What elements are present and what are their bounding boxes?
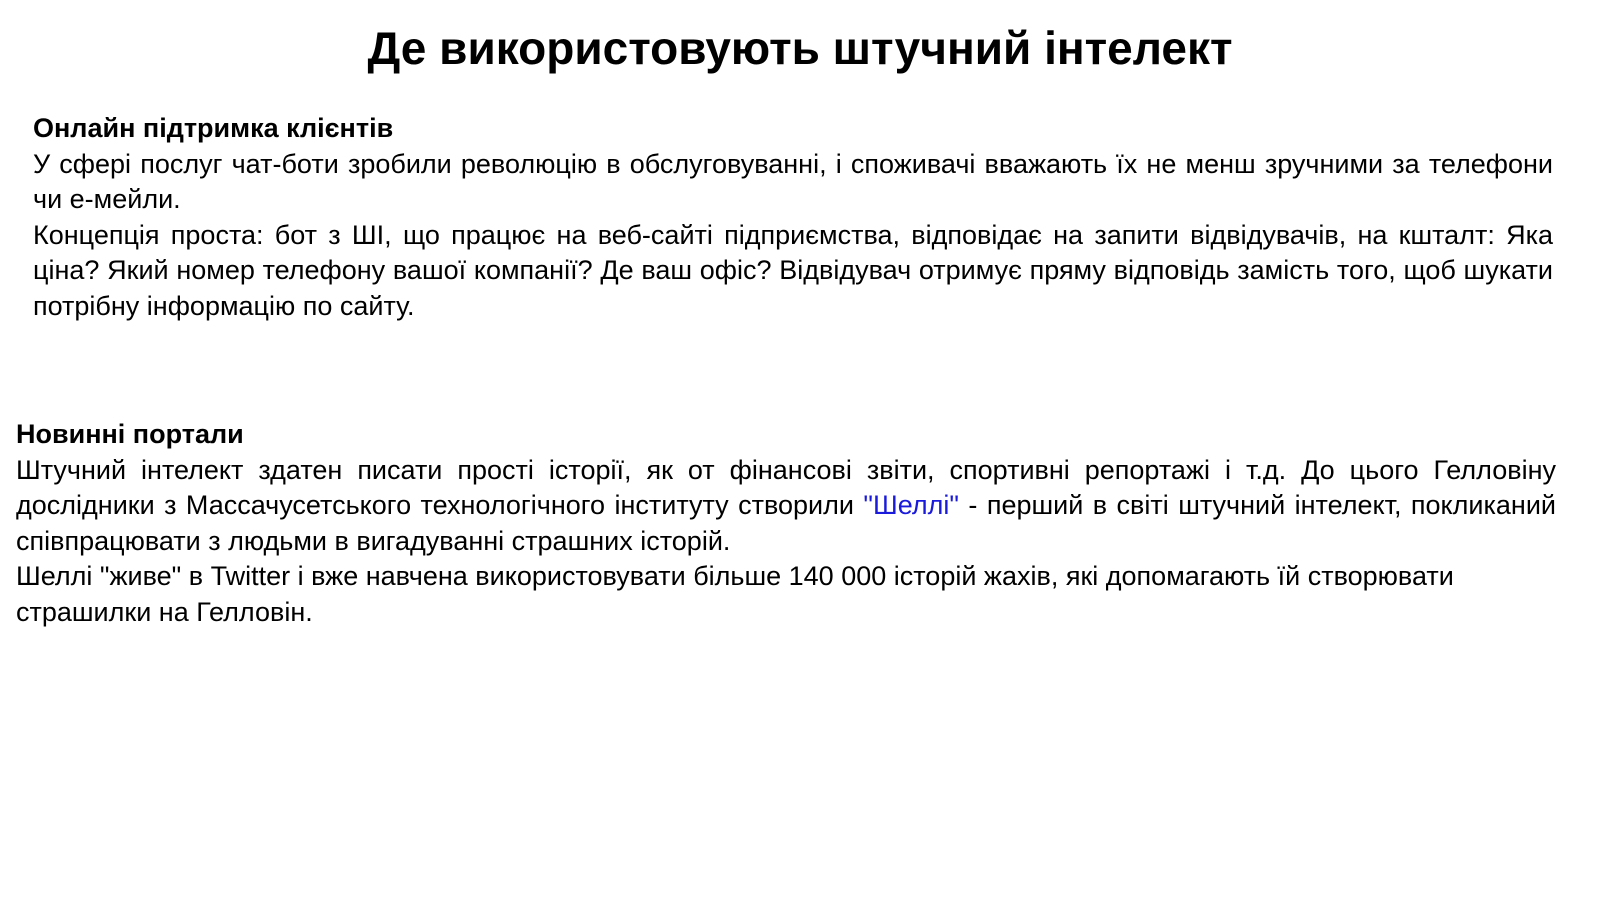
slide-title: Де використовують штучний інтелект <box>367 22 1233 74</box>
paragraph-ai-stories-text-before: Штучний інтелект здатен писати прості історії, як от фінансові звіти, спортивні репортажі і т.д. До цього Гелловіну дослідники з Массачусетського технологічного інституту створили <box>16 454 1556 520</box>
section-heading-news-portals: Новинні портали <box>16 419 244 449</box>
paragraph-ai-stories-text-after: - перший в світі штучний інтелект, покликаний співпрацювати з людьми в вигадуванні страшних історій. <box>16 490 1556 556</box>
paragraph-chatbots-concept: Концепція проста: бот з ШІ, що працює на веб-сайті підприємства, відповідає на запити відвідувачів, на кшталт: Яка ціна? Який номер телефону вашої компанії? Де ваш офіс? Відвідувач отримує пряму відповідь замість того, щоб шукати потрібну інформацію по сайту. <box>33 219 1553 321</box>
section-customer-support <box>33 111 1553 324</box>
paragraph-chatbots-intro: У сфері послуг чат-боти зробили революцію в обслуговуванні, і споживачі вважають їх не менш зручними за телефони чи е-мейли. <box>33 148 1553 214</box>
shelley-link[interactable]: "Шеллі" <box>863 490 959 520</box>
section-news-portals <box>16 417 1556 630</box>
section-heading-customer-support: Онлайн підтримка клієнтів <box>33 113 394 143</box>
paragraph-ai-stories <box>16 453 1556 560</box>
paragraph-shelley-twitter: Шеллі "живе" в Twitter і вже навчена використовувати більше 140 000 історій жахів, які допомагають їй створювати страшилки на Гелловін. <box>16 561 1454 627</box>
